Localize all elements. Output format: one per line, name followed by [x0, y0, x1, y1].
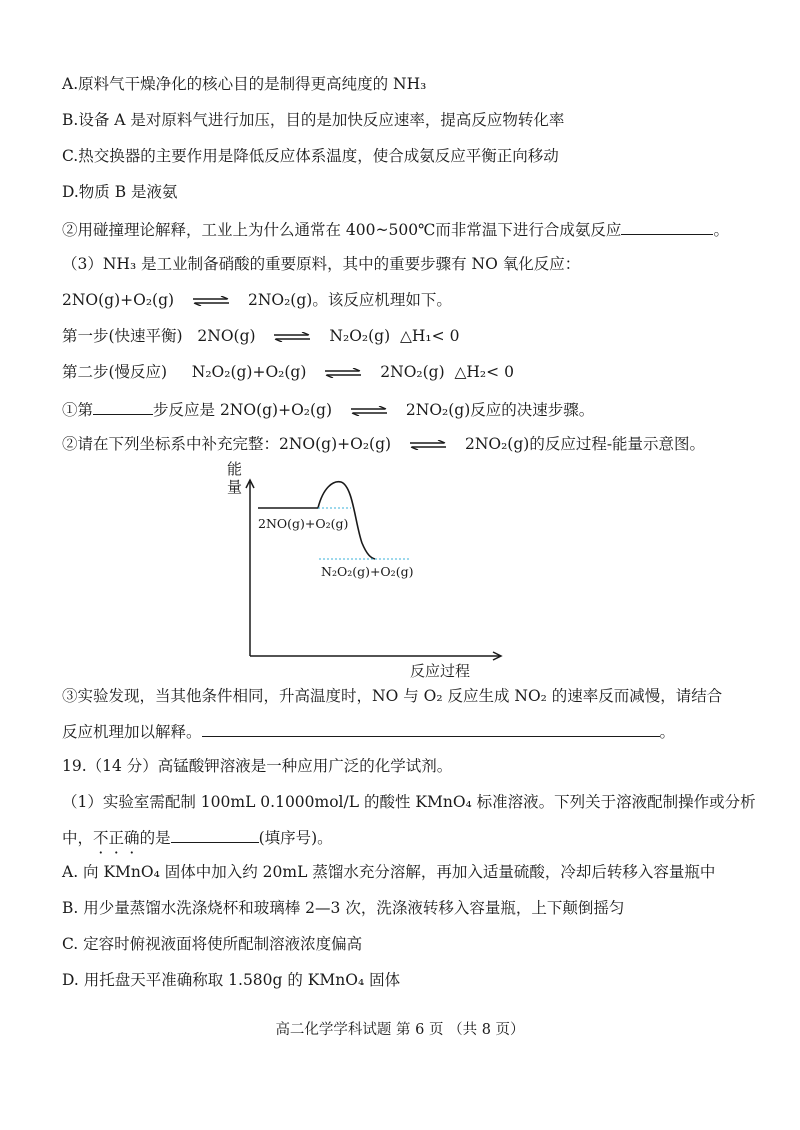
level1-label: 2NO(g)+O₂(g) [258, 516, 349, 531]
reaction-right: 2NO₂(g)。该反应机理如下。 [247, 291, 452, 309]
q18-option-a: A.原料气干燥净化的核心目的是制得更高纯度的 NH₃ [62, 75, 427, 93]
q18-part2-question [62, 218, 729, 240]
emphasis-char: 正 [108, 829, 125, 847]
q3-part3-line2 [62, 720, 675, 742]
q3-part2 [62, 434, 705, 454]
step2-left: N₂O₂(g)+O₂(g) [191, 363, 307, 381]
part3-intro: （3）NH₃ 是工业制备硝酸的重要原料，其中的重要步骤有 NO 氧化反应： [62, 255, 581, 273]
level2-label: N₂O₂(g)+O₂(g) [321, 564, 414, 579]
q19-option-a: A. 向 KMnO₄ 固体中加入约 20mL 蒸馏水充分溶解，再加入适量硫酸，冷却后转移入容量瓶中 [62, 863, 716, 881]
q19-title: 19.（14 分）高锰酸钾溶液是一种应用广泛的化学试剂。 [62, 757, 453, 775]
q3-part1 [62, 398, 594, 420]
page-footer: 高二化学学科试题 第 6 页 （共 8 页） [275, 1022, 525, 1038]
mechanism-step1 [62, 326, 459, 346]
reversible-arrow-icon [323, 368, 363, 378]
answer-blank[interactable] [202, 720, 660, 737]
emphasis-char: 不 [93, 829, 109, 847]
answer-blank[interactable] [621, 218, 713, 235]
q19-option-c: C. 定容时俯视液面将使所配制溶液浓度偏高 [62, 935, 363, 953]
question-text: ②用碰撞理论解释，工业上为什么通常在 400~500℃而非常温下进行合成氨反应 [62, 221, 622, 239]
end-mark: 。 [713, 221, 729, 239]
q3-2-suffix: 2NO₂(g)的反应过程-能量示意图。 [464, 435, 706, 453]
x-axis-label: 反应过程 [410, 662, 471, 680]
reaction-left: 2NO(g)+O₂(g) [62, 291, 175, 309]
q18-option-b: B.设备 A 是对原料气进行加压，目的是加快反应速率，提高反应物转化率 [62, 111, 565, 129]
end-mark: 。 [659, 723, 676, 741]
reversible-arrow-icon [408, 440, 448, 450]
step1-enthalpy: △H₁< 0 [400, 327, 460, 345]
q3-3-prefix: 反应机理加以解释。 [62, 723, 202, 741]
y-axis-label-2: 量 [227, 478, 243, 496]
emphasis-char: 确 [124, 829, 140, 847]
step2-right: 2NO₂(g) [380, 363, 445, 381]
main-reaction [62, 290, 452, 310]
step1-left: 2NO(g) [197, 327, 256, 345]
q19-mid: 的是 [139, 829, 171, 847]
answer-blank[interactable] [171, 826, 259, 843]
q3-1-prefix: ①第 [62, 401, 94, 419]
reversible-arrow-icon [349, 406, 389, 416]
step1-label: 第一步(快速平衡) [62, 327, 183, 345]
y-axis-label-1: 能 [227, 460, 243, 478]
energy-diagram[interactable] [215, 458, 505, 680]
step2-enthalpy: △H₂< 0 [454, 363, 514, 381]
q3-1-mid: 步反应是 2NO(g)+O₂(g) [153, 401, 333, 419]
mechanism-step2 [62, 362, 514, 382]
q19-option-b: B. 用少量蒸馏水洗涤烧杯和玻璃棒 2—3 次，洗涤液转移入容量瓶，上下颠倒摇匀 [62, 899, 625, 917]
q18-option-d: D.物质 B 是液氨 [62, 183, 178, 201]
q19-part1-line1: （1）实验室需配制 100mL 0.1000mol/L 的酸性 KMnO₄ 标准溶液。下列关于溶液配制操作或分析 [62, 793, 756, 811]
answer-blank[interactable] [93, 398, 153, 415]
q3-part3-line1: ③实验发现，当其他条件相同，升高温度时，NO 与 O₂ 反应生成 NO₂ 的速率反而减慢，请结合 [62, 687, 723, 705]
q19-option-d: D. 用托盘天平准确称取 1.580g 的 KMnO₄ 固体 [62, 971, 401, 989]
step1-right: N₂O₂(g) [329, 327, 391, 345]
step2-label: 第二步(慢反应) [62, 363, 168, 381]
reversible-arrow-icon [191, 296, 231, 306]
q19-part1-line2 [62, 826, 333, 848]
q3-2-prefix: ②请在下列坐标系中补充完整：2NO(g)+O₂(g) [62, 435, 392, 453]
reversible-arrow-icon [272, 332, 312, 342]
q3-1-suffix: 2NO₂(g)反应的决速步骤。 [405, 401, 595, 419]
q18-option-c: C.热交换器的主要作用是降低反应体系温度，使合成氨反应平衡正向移动 [62, 147, 559, 165]
q19-prefix: 中， [62, 829, 94, 847]
q19-suffix: (填序号)。 [258, 829, 333, 847]
